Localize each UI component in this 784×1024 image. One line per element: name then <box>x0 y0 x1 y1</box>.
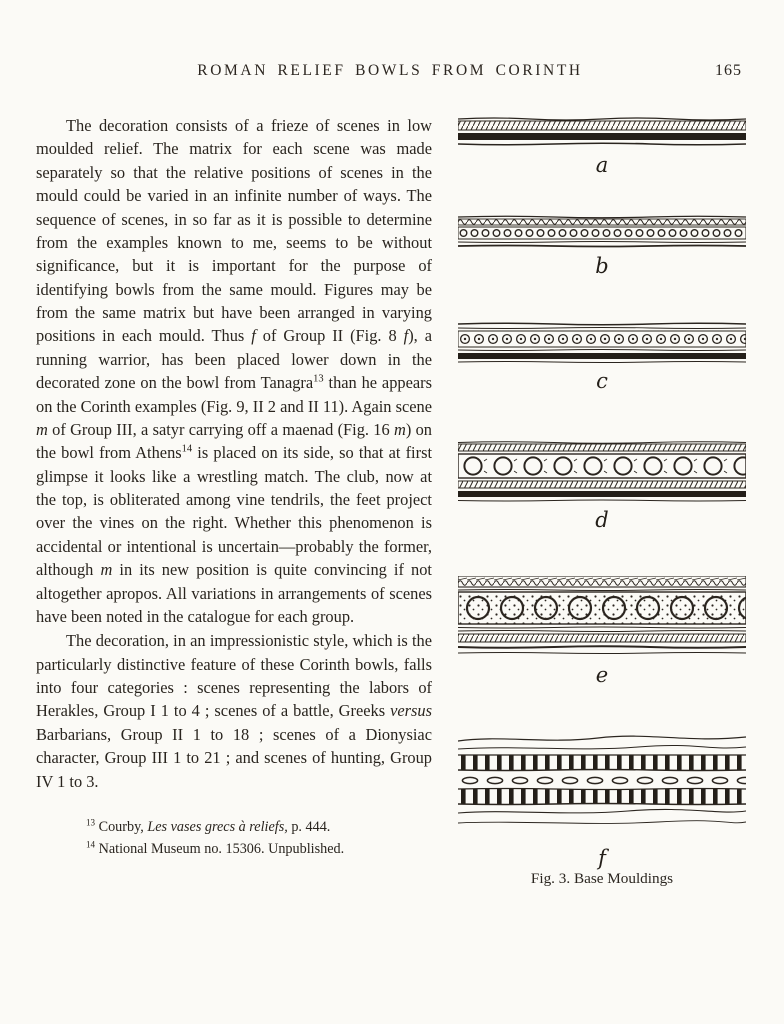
paragraph-decoration-frieze: The decoration consists of a frieze of scenes in low moulded relief. The matrix for each scene was made separately so that the relative positions of scenes in the mould could be varied in an infinite number of ways. The sequence of scenes, in so far as it is possible to determine from the examples known to me, seems to be without significance, but it is important for the purpose of identifying bowls from the same mould. Figures may be from the same matrix but have been arranged in varying positions in each mould. Thus f of Group II (Fig. 8 f), a running warrior, has been placed lower down in the decorated zone on the bowl from Tanagra$^{13}$ than he appears on the Corinth examples (Fig. 9, II 2 and II 11). Again scene m of Group III, a satyr carrying off a maenad (Fig. 16 m) on the bowl from Athens$^{14}$ is placed on its side, so that at first glimpse it looks like a wrestling match. The club, now at the top, is obliterated among vine tendrils, the feet project over the vines on the right. Whether this phenomenon is accidental or intentional is uncertain—probably the former, although m in its new position is quite convincing if not altogether apropos. All variations in arrangements of scenes have been noted in the catalogue for each group. <box>36 116 433 626</box>
moulding-label-e: e <box>595 663 609 687</box>
moulding-e <box>458 576 746 687</box>
footnote-13: $^{13}$ Courby, Les vases grecs à reliefs, p. 444. <box>86 817 331 835</box>
moulding-label-b: b <box>595 254 609 278</box>
page-body <box>36 114 744 890</box>
moulding-drawing-f <box>458 733 746 841</box>
moulding-drawing-b <box>458 215 746 249</box>
moulding-d <box>458 441 746 532</box>
moulding-f <box>458 733 746 870</box>
figure-column <box>458 114 746 890</box>
moulding-drawing-e <box>458 576 746 658</box>
text-column <box>36 114 432 890</box>
running-title: ROMAN RELIEF BOWLS FROM CORINTH <box>197 62 583 79</box>
moulding-drawing-d <box>458 441 746 503</box>
moulding-a <box>458 116 746 177</box>
moulding-drawing-a <box>458 116 746 148</box>
moulding-c <box>458 322 746 393</box>
moulding-label-c: c <box>596 369 608 393</box>
page-number: 165 <box>715 62 742 79</box>
page-header <box>36 62 744 86</box>
figure-caption: Fig. 3. Base Mouldings <box>530 870 674 887</box>
moulding-drawing-c <box>458 322 746 364</box>
moulding-label-a: a <box>595 153 609 177</box>
footnotes <box>36 817 432 861</box>
moulding-label-f: f <box>598 846 606 870</box>
footnote-14: $^{14}$ National Museum no. 15306. Unpublished. <box>86 839 345 858</box>
moulding-label-d: d <box>595 508 609 532</box>
moulding-b <box>458 215 746 278</box>
paragraph-four-categories: The decoration, in an impressionistic style, which is the particularly distinctive feature of these Corinth bowls, falls into four categories : scenes representing the labors of Herakles, Group I 1 to 4 ; scenes of a battle, Greeks versus Barbarians, Group II 1 to 18 ; scenes of a Dionysiac character, Group III 1 to 21 ; and scenes of hunting, Group IV 1 to 3. <box>36 631 432 791</box>
